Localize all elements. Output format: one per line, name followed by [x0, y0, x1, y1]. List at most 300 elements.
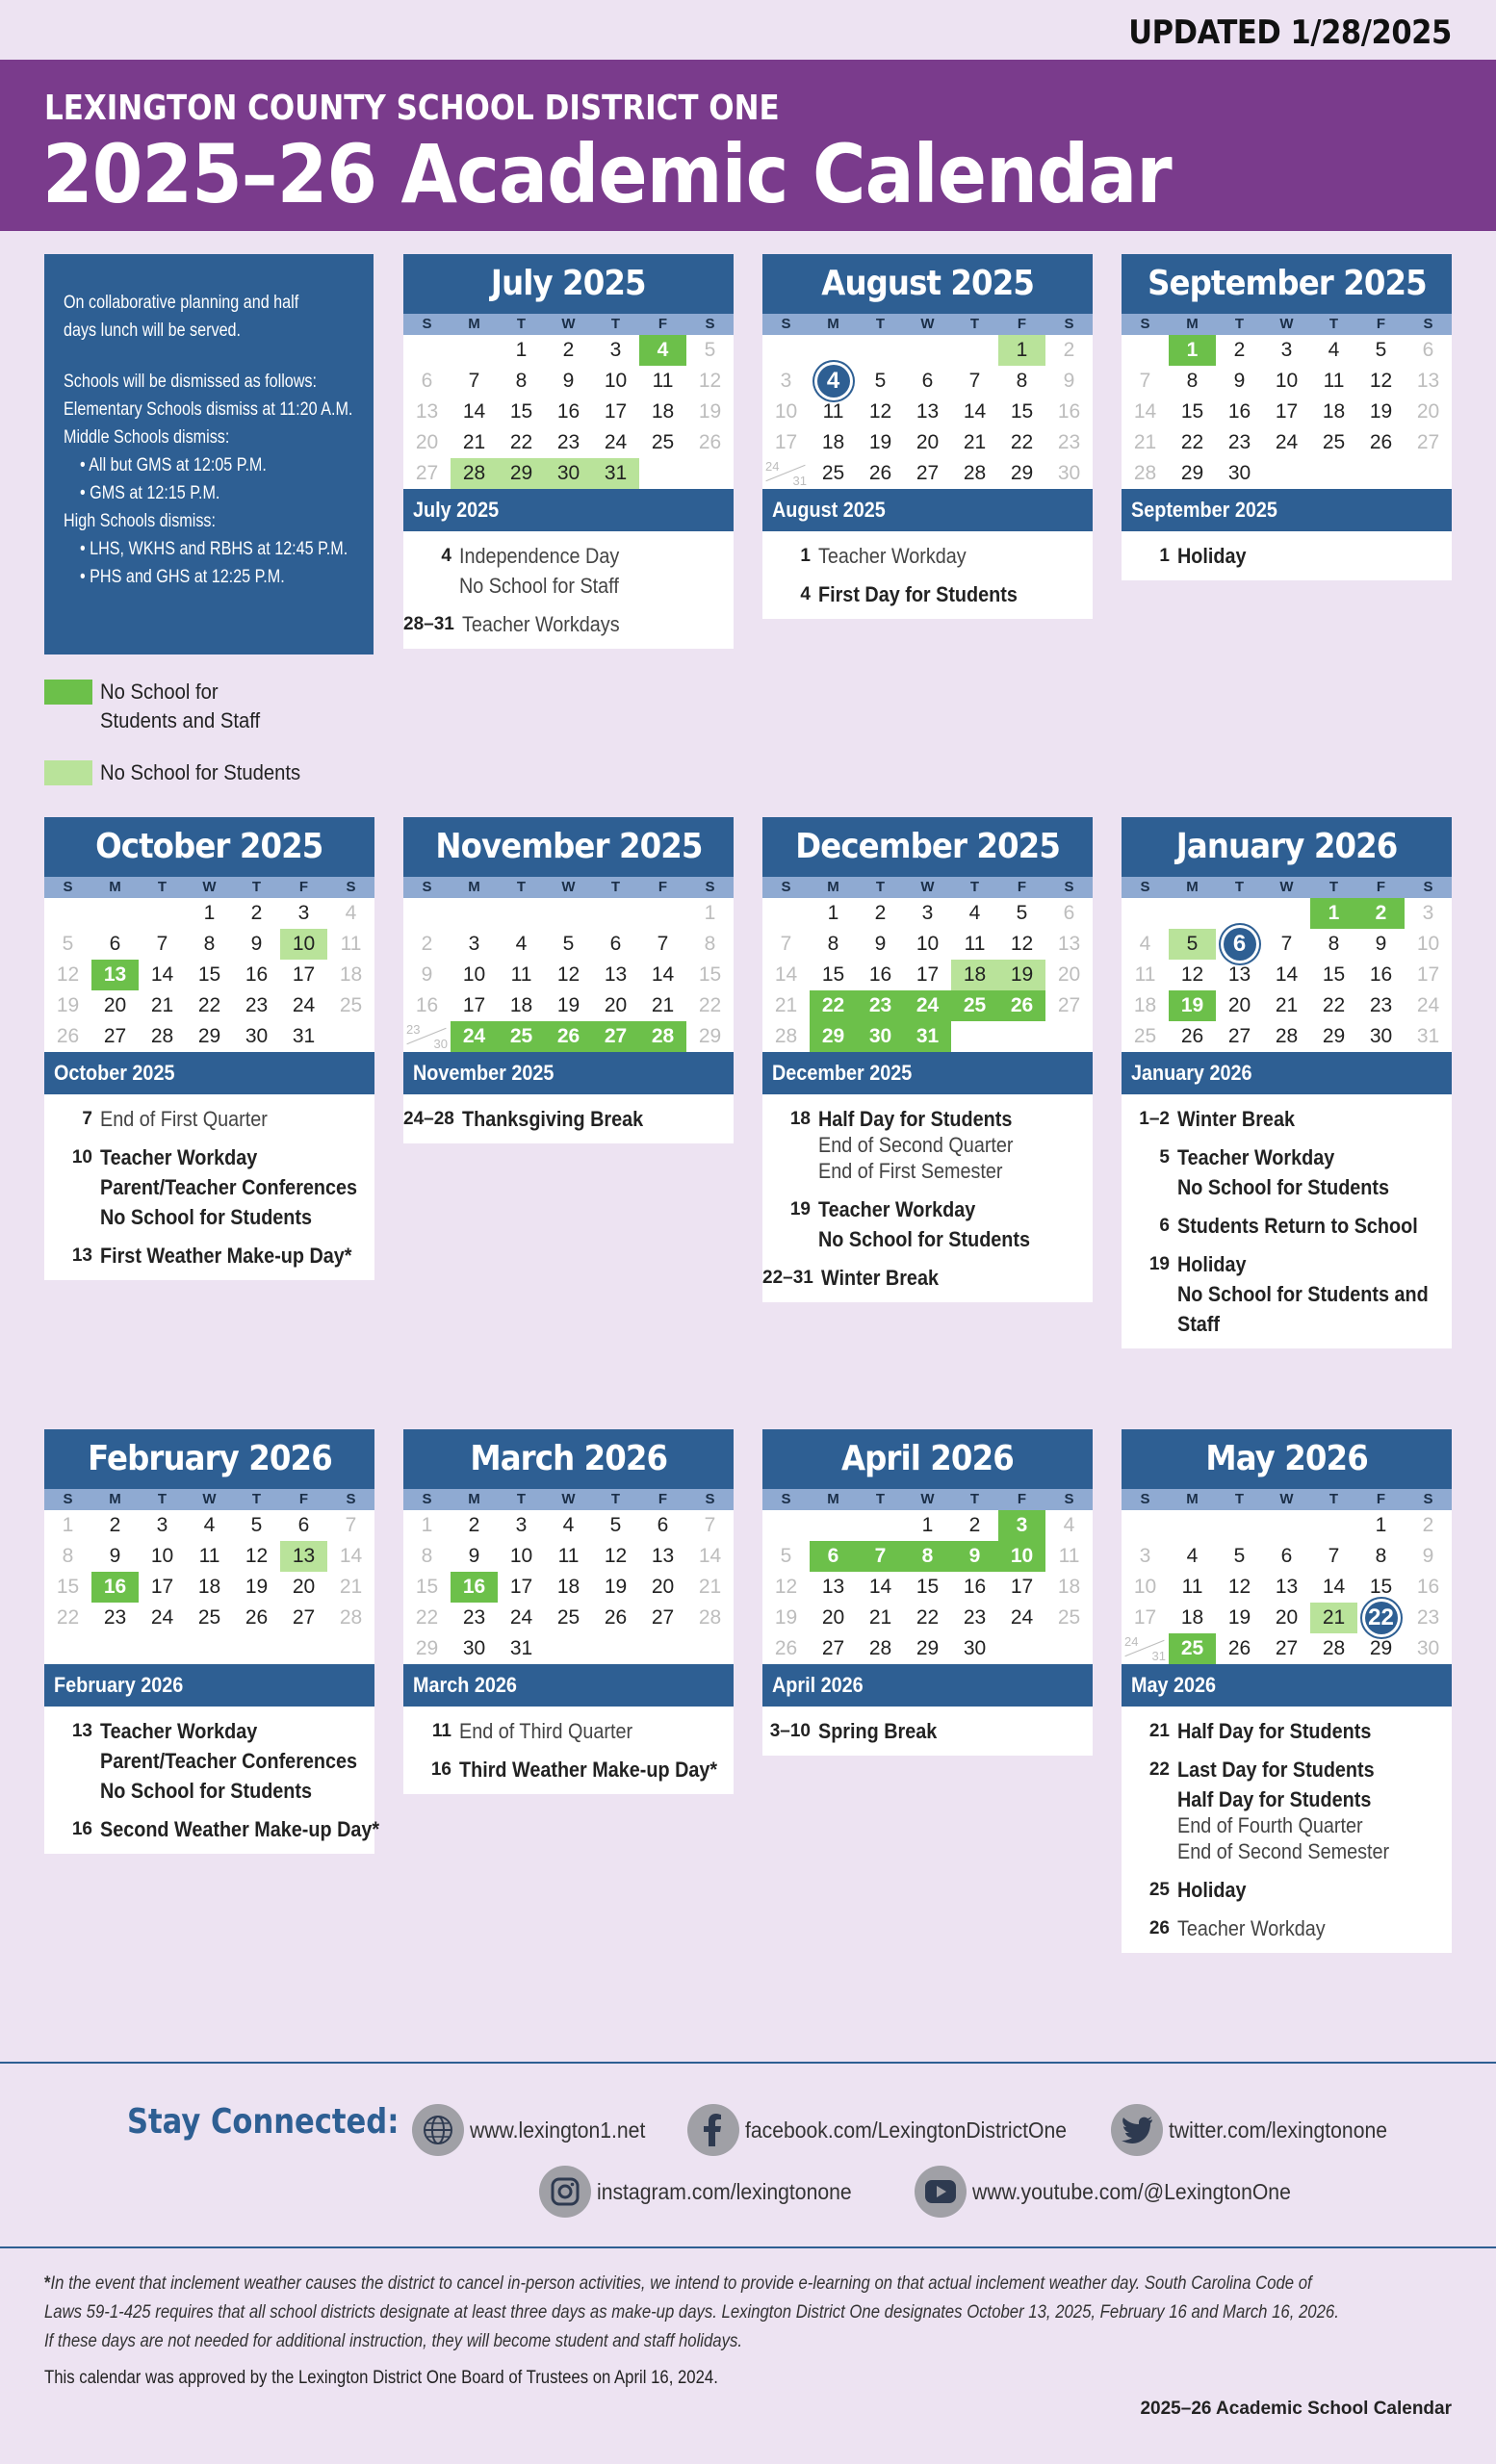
event-date: 1 [800, 546, 811, 566]
day-cell [403, 898, 451, 929]
day-cell: 23 [857, 990, 904, 1021]
day-cell [639, 458, 686, 489]
day-cell [1310, 1510, 1357, 1541]
day-cell: 18 [651, 400, 675, 423]
day-cell: 6 [297, 1514, 310, 1536]
day-cell: 2 [1422, 1514, 1434, 1536]
day-cell: 26 [774, 1637, 798, 1659]
weekday-label: F [658, 879, 668, 895]
day-cell: 25 [1169, 1633, 1216, 1664]
weekday-label: W [202, 879, 217, 895]
day-cell: 13 [821, 1576, 845, 1598]
weekday-label: T [875, 1491, 886, 1507]
weekday-label: W [920, 1491, 935, 1507]
day-cell: 9 [421, 963, 433, 986]
footnote-star: * [44, 2273, 51, 2294]
day-cell: 17 [1133, 1606, 1157, 1629]
day-cell: 1 [704, 902, 716, 924]
day-cell: 11 [1134, 963, 1156, 986]
day-cell: 25 [339, 994, 363, 1016]
facebook-label: facebook.com/LexingtonDistrictOne [745, 2117, 1068, 2143]
day-cell: 17 [916, 963, 940, 986]
day-cell [403, 335, 451, 366]
day-cell: 6 [921, 370, 934, 392]
weekday-label: T [1328, 879, 1339, 895]
day-cell: 12 [1180, 963, 1204, 986]
day-cell: 15 [509, 400, 533, 423]
event-item [44, 1142, 374, 1232]
month-title: May 2026 [1122, 1429, 1452, 1489]
event-item [762, 1156, 1093, 1186]
day-cell: 11 [340, 933, 362, 955]
weekday-header [762, 877, 1093, 898]
weekday-label: W [920, 316, 935, 332]
day-cell [44, 898, 91, 929]
weekday-label: T [1234, 316, 1245, 332]
day-cell [1122, 898, 1169, 929]
day-cell: 24 31 [765, 459, 807, 488]
day-cell: 16 [963, 1576, 987, 1598]
weekday-label: M [468, 1491, 480, 1507]
day-cell [1216, 1510, 1263, 1541]
day-cell: 7 [968, 370, 981, 392]
day-cell: 19 [245, 1576, 269, 1598]
weekday-header [762, 314, 1093, 335]
day-cell: 21 [1310, 1603, 1357, 1633]
day-cell: 20 [103, 994, 127, 1016]
day-cell [545, 1633, 592, 1664]
day-cell: 25 [821, 462, 845, 484]
day-cell [545, 898, 592, 929]
day-cell [44, 1633, 91, 1664]
event-description: Teacher Workday No School for Students [818, 1197, 1031, 1251]
day-cell: 16 [1227, 400, 1251, 423]
month-events-list [762, 531, 1093, 619]
month-calendar [403, 254, 734, 649]
day-cell [139, 898, 186, 929]
day-cell: 11 [652, 370, 674, 392]
day-cell: 26 [545, 1021, 592, 1052]
footnote-line: In the event that inclement weather causes the district to cancel in-person activities, we intend to provide e-learning on that actual inclement weather day. South Carolina Code of [50, 2273, 1312, 2294]
day-cell: 16 [868, 963, 892, 986]
twitter-link[interactable] [1111, 2104, 1406, 2156]
day-cell: 15 [821, 963, 845, 986]
day-cell: 9 [951, 1541, 998, 1572]
day-cell: 13 [415, 400, 439, 423]
legend-label: No School for Students and Staff [100, 680, 261, 732]
day-cell: 24 [1010, 1606, 1034, 1629]
day-cell: 28 [639, 1021, 686, 1052]
info-line: • LHS, WKHS and RBHS at 12:45 P.M. [80, 539, 348, 559]
day-cell: 17 [774, 431, 798, 453]
day-cell [451, 335, 498, 366]
day-cell: 13 [91, 960, 139, 990]
day-cell: 2 [1233, 339, 1246, 361]
day-cell: 26 [998, 990, 1045, 1021]
day-cell: 25 [1133, 1025, 1157, 1047]
instagram-label: instagram.com/lexingtonone [597, 2178, 852, 2204]
day-cell: 30 [462, 1637, 486, 1659]
day-cell: 16 [245, 963, 269, 986]
day-cell: 21 [774, 994, 798, 1016]
day-grid [403, 335, 734, 489]
day-cell: 29 [1010, 462, 1034, 484]
weekday-label: T [157, 879, 168, 895]
day-cell: 29 [415, 1637, 439, 1659]
day-cell: 12 [1227, 1576, 1251, 1598]
weekday-label: S [1140, 316, 1150, 332]
event-description: Teacher Workday Parent/Teacher Conferences No School for Students [100, 1719, 358, 1803]
day-cell [1216, 898, 1263, 929]
event-item [1122, 1104, 1452, 1134]
info-line: • PHS and GHS at 12:25 P.M. [80, 567, 285, 587]
event-item [762, 1263, 1093, 1293]
day-cell: 7 [156, 933, 168, 955]
day-cell [1357, 1603, 1405, 1633]
day-cell: 14 [698, 1545, 722, 1567]
event-description: Students Return to School [1177, 1214, 1418, 1238]
weekday-label: F [1376, 879, 1386, 895]
day-cell: 14 [462, 400, 486, 423]
day-cell: 8 [1186, 370, 1199, 392]
day-cell: 20 [651, 1576, 675, 1598]
day-cell [592, 1633, 639, 1664]
event-date: 1 [1159, 546, 1170, 566]
day-cell: 18 [1180, 1606, 1204, 1629]
instagram-link[interactable] [539, 2166, 874, 2218]
day-cell: 22 [1010, 431, 1034, 453]
day-cell: 29 [916, 1637, 940, 1659]
day-cell: 28 [451, 458, 498, 489]
day-cell: 19 [1169, 990, 1216, 1021]
day-cell: 20 [821, 1606, 845, 1629]
event-description: Holiday No School for Students and Staff [1177, 1252, 1429, 1336]
twitter-label: twitter.com/lexingtonone [1169, 2117, 1388, 2143]
event-date: 24–28 [403, 1109, 454, 1129]
legend-label: No School for Students [100, 760, 301, 784]
day-cell: 9 [468, 1545, 480, 1567]
event-date: 4 [441, 546, 451, 566]
stay-connected-heading: Stay Connected: [127, 2102, 400, 2142]
month-calendar [1122, 817, 1452, 1348]
day-cell: 15 [1180, 400, 1204, 423]
event-date [1122, 1836, 1177, 1866]
month-calendar [403, 817, 734, 1143]
youtube-link[interactable] [915, 2166, 1319, 2218]
month-title: March 2026 [403, 1429, 734, 1489]
day-cell: 2 [250, 902, 263, 924]
day-cell: 29 [1369, 1637, 1393, 1659]
weekday-label: T [251, 879, 262, 895]
event-description: First Day for Students [818, 582, 1018, 606]
day-cell: 27 [651, 1606, 675, 1629]
day-cell: 10 [150, 1545, 174, 1567]
event-item [44, 1104, 374, 1134]
day-cell: 14 [339, 1545, 363, 1567]
day-cell: 2 [109, 1514, 121, 1536]
day-cell: 8 [1375, 1545, 1387, 1567]
day-cell: 28 [1322, 1637, 1346, 1659]
globe-icon [412, 2104, 464, 2156]
day-cell: 27 [592, 1021, 639, 1052]
day-cell: 23 [1057, 431, 1081, 453]
day-cell: 28 [339, 1606, 363, 1629]
day-cell: 27 [103, 1025, 127, 1047]
event-description: Third Weather Make-up Day* [459, 1758, 718, 1782]
day-cell: 12 [1010, 933, 1034, 955]
weekday-header [1122, 314, 1452, 335]
weekday-label: W [561, 1491, 576, 1507]
day-cell: 1 [203, 902, 216, 924]
day-cell: 13 [1227, 963, 1251, 986]
facebook-link[interactable] [687, 2104, 1095, 2156]
day-cell: 13 [1057, 933, 1081, 955]
day-cell: 5 [1016, 902, 1028, 924]
day-cell: 19 [868, 431, 892, 453]
day-cell: 26 [698, 431, 722, 453]
day-cell: 22 [810, 990, 857, 1021]
weekday-label: M [1186, 1491, 1199, 1507]
event-date: 19 [789, 1199, 811, 1219]
weekday-label: S [781, 879, 791, 895]
weekday-label: S [422, 879, 432, 895]
weekday-header [762, 1489, 1093, 1510]
weekday-label: T [1234, 879, 1245, 895]
month-calendar [762, 817, 1093, 1302]
day-cell: 10 [280, 929, 327, 960]
event-date: 13 [71, 1721, 92, 1741]
weekday-label: M [109, 879, 121, 895]
day-cell: 24 31 [1124, 1634, 1166, 1663]
day-cell: 24 [1275, 431, 1299, 453]
day-cell: 25 [951, 990, 998, 1021]
info-line: On collaborative planning and half [64, 293, 299, 313]
event-description: Holiday [1177, 544, 1247, 568]
day-cell: 3 [1139, 1545, 1151, 1567]
day-cell: 8 [827, 933, 839, 955]
event-item [1122, 1249, 1452, 1339]
day-cell: 13 [604, 963, 628, 986]
day-cell: 26 [868, 462, 892, 484]
day-cell: 17 [1275, 400, 1299, 423]
day-cell [498, 898, 545, 929]
day-cell: 12 [56, 963, 80, 986]
day-cell: 27 [821, 1637, 845, 1659]
day-cell: 7 [1139, 370, 1151, 392]
event-date: 26 [1148, 1918, 1170, 1938]
event-description: End of First Semester [818, 1159, 1003, 1183]
day-grid [762, 1510, 1093, 1664]
day-cell: 31 [292, 1025, 316, 1047]
day-cell: 7 [1328, 1545, 1340, 1567]
weekday-label: W [920, 879, 935, 895]
day-cell: 21 [1275, 994, 1299, 1016]
day-cell: 21 [1133, 431, 1157, 453]
day-cell: 31 [904, 1021, 951, 1052]
day-cell: 16 [1057, 400, 1081, 423]
day-cell: 21 [462, 431, 486, 453]
day-cell: 6 [810, 1541, 857, 1572]
weekday-label: S [422, 316, 432, 332]
weekday-label: S [705, 1491, 715, 1507]
event-date: 25 [1148, 1880, 1170, 1900]
day-cell: 9 [1422, 1545, 1434, 1567]
day-cell: 17 [604, 400, 628, 423]
day-cell: 19 [774, 1606, 798, 1629]
event-description: Winter Break [820, 1266, 939, 1290]
weekday-label: M [827, 879, 839, 895]
day-cell: 7 [345, 1514, 357, 1536]
day-cell: 3 [921, 902, 934, 924]
event-item [762, 1716, 1093, 1746]
footnote-line: Laws 59-1-425 requires that all school districts designate at least three days as make-up days. Lexington District One designates October 13, 2025, February 16 and March 16, 2026. [44, 2302, 1339, 2323]
weekday-label: T [610, 1491, 621, 1507]
day-cell: 6 [609, 933, 622, 955]
day-cell: 6 [1422, 339, 1434, 361]
day-cell [186, 1633, 233, 1664]
month-events-list [403, 531, 734, 649]
day-cell: 15 [1010, 400, 1034, 423]
day-cell: 17 [292, 963, 316, 986]
divider [0, 2062, 1496, 2064]
day-cell: 29 [810, 1021, 857, 1052]
event-date: 4 [800, 584, 811, 604]
day-cell: 20 [1275, 1606, 1299, 1629]
facebook-icon [687, 2104, 739, 2156]
day-cell: 23 30 [406, 1022, 448, 1051]
day-cell: 30 [857, 1021, 904, 1052]
day-cell [1310, 458, 1357, 489]
month-calendar [1122, 1429, 1452, 1953]
weekday-label: T [969, 316, 980, 332]
event-item [762, 579, 1093, 609]
weekday-label: S [1064, 316, 1074, 332]
banner [0, 60, 1496, 231]
day-cell: 1 [1169, 335, 1216, 366]
event-item [1122, 1211, 1452, 1241]
month-title: November 2025 [403, 817, 734, 877]
day-cell: 12 [604, 1545, 628, 1567]
month-calendar [44, 817, 374, 1280]
month-events-header: September 2025 [1122, 489, 1452, 531]
day-cell: 5 [1375, 339, 1387, 361]
event-description: Teacher Workday [818, 544, 967, 568]
day-cell: 28 [774, 1025, 798, 1047]
day-cell: 28 [1133, 462, 1157, 484]
day-cell: 6 [109, 933, 121, 955]
day-cell: 11 [1323, 370, 1345, 392]
event-date: 21 [1148, 1721, 1170, 1741]
day-cell: 13 [280, 1541, 327, 1572]
day-cell: 21 [868, 1606, 892, 1629]
day-cell: 11 [1181, 1576, 1203, 1598]
day-cell: 30 [1057, 462, 1081, 484]
event-description: Last Day for Students Half Day for Students [1177, 1758, 1375, 1811]
day-cell: 23 [1227, 431, 1251, 453]
day-cell: 5 [250, 1514, 263, 1536]
day-cell: 19 [56, 994, 80, 1016]
day-cell: 3 [515, 1514, 528, 1536]
day-cell: 25 [556, 1606, 580, 1629]
event-date: 1–2 [1139, 1109, 1170, 1129]
weekday-label: S [422, 1491, 432, 1507]
day-cell: 29 [698, 1025, 722, 1047]
day-cell: 23 [103, 1606, 127, 1629]
day-cell: 8 [704, 933, 716, 955]
month-events-list [44, 1707, 380, 1854]
event-description: End of Second Quarter [818, 1133, 1014, 1157]
website-label: www.lexington1.net [470, 2117, 646, 2143]
event-description: Teacher Workdays [461, 612, 620, 636]
day-cell: 21 [963, 431, 987, 453]
day-cell: 24 [292, 994, 316, 1016]
event-date: 22 [1148, 1759, 1170, 1780]
event-description: End of First Quarter [100, 1107, 268, 1131]
day-cell: 22 [415, 1606, 439, 1629]
day-cell: 19 [1369, 400, 1393, 423]
day-cell: 24 [604, 431, 628, 453]
day-cell: 20 [415, 431, 439, 453]
day-cell: 25 [1322, 431, 1346, 453]
day-cell: 16 [556, 400, 580, 423]
day-cell: 30 [245, 1025, 269, 1047]
day-cell: 4 [1139, 933, 1151, 955]
day-cell [1263, 1510, 1310, 1541]
month-calendar [762, 1429, 1093, 1756]
weekday-label: M [468, 879, 480, 895]
weekday-label: T [969, 1491, 980, 1507]
weekday-label: W [561, 879, 576, 895]
weekday-label: F [1017, 1491, 1027, 1507]
day-cell: 4 [1328, 339, 1340, 361]
weekday-header [403, 877, 734, 898]
day-cell: 15 [56, 1576, 80, 1598]
event-description: Thanksgiving Break [461, 1107, 644, 1131]
weekday-header [403, 1489, 734, 1510]
website-link[interactable] [412, 2104, 660, 2156]
event-date: 19 [1148, 1254, 1170, 1274]
event-description: Teacher Workday No School for Students [1177, 1145, 1390, 1199]
info-line: Schools will be dismissed as follows: [64, 372, 317, 392]
day-cell: 2 [874, 902, 887, 924]
day-cell: 22 [197, 994, 221, 1016]
day-cell: 29 [197, 1025, 221, 1047]
event-item [1122, 1913, 1452, 1943]
day-cell [998, 1633, 1045, 1664]
day-cell: 10 [1416, 933, 1440, 955]
day-cell: 17 [509, 1576, 533, 1598]
day-cell: 6 [1063, 902, 1075, 924]
month-calendar [44, 1429, 380, 1854]
day-cell: 25 [197, 1606, 221, 1629]
event-item [403, 1716, 734, 1746]
day-grid [762, 898, 1093, 1052]
day-cell: 17 [150, 1576, 174, 1598]
weekday-label: S [1140, 1491, 1150, 1507]
event-date: 5 [1159, 1147, 1170, 1168]
highlighted-day-badge: 4 [817, 365, 850, 398]
day-cell: 18 [821, 431, 845, 453]
day-cell: 5 [1169, 929, 1216, 960]
month-events-list [1122, 1094, 1452, 1348]
weekday-label: T [1328, 316, 1339, 332]
day-cell: 16 [1416, 1576, 1440, 1598]
event-item [403, 541, 734, 601]
event-date: 16 [430, 1759, 451, 1780]
day-cell [951, 335, 998, 366]
month-title: October 2025 [44, 817, 374, 877]
month-events-header: July 2025 [403, 489, 734, 531]
